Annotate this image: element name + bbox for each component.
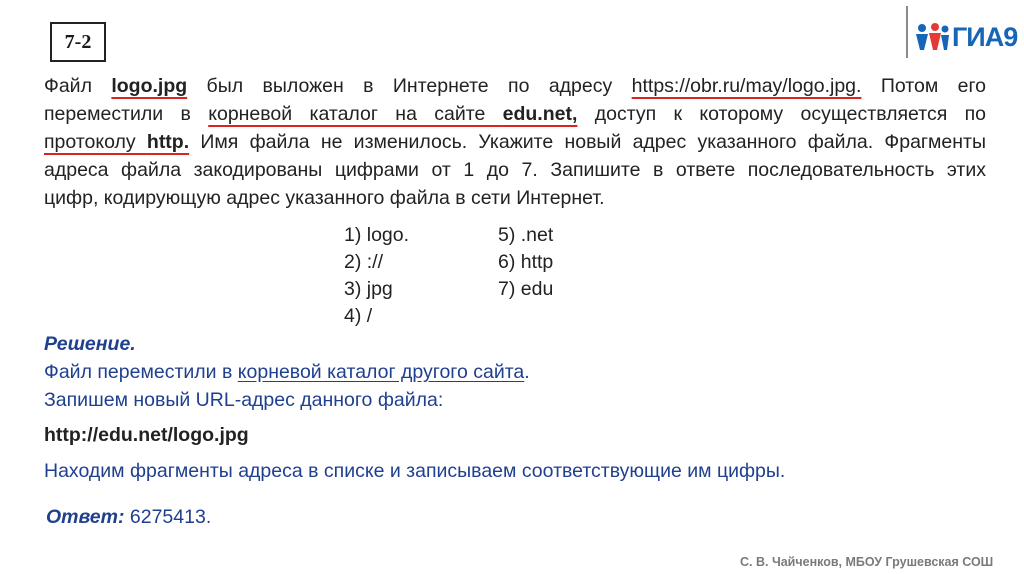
- task-line-3: протоколу http. Имя файла не изменилось. Укажите новый адрес указанного файла. Фрагменты: [44, 131, 986, 153]
- gia9-logo-figures-icon: [914, 22, 950, 52]
- task-line-2: переместили в корневой каталог на сайте edu.net, доступ к которому осуществляется по: [44, 103, 986, 125]
- option-3: 3) jpg: [344, 278, 393, 300]
- root-directory-other-site: корневой каталог другого сайта: [237, 361, 525, 383]
- solution-line-3: Находим фрагменты адреса в списке и записываем соответствующие им цифры.: [44, 460, 786, 482]
- header-divider: [906, 6, 908, 58]
- option-2: 2) ://: [344, 251, 384, 273]
- answer: [46, 506, 211, 529]
- option-5: 5) .net: [498, 224, 554, 246]
- option-6: 6) http: [498, 251, 554, 273]
- answer-label: Ответ:: [46, 506, 125, 528]
- task-number-badge: [50, 22, 106, 62]
- option-1: 1) logo.: [344, 224, 410, 246]
- gia9-logo: [914, 20, 1017, 54]
- root-directory-phrase: корневой каталог на сайте edu.net,: [208, 103, 578, 125]
- task-line-4: адреса файла закодированы цифрами от 1 до 7. Запишите в ответе последовательность этих: [44, 159, 986, 181]
- answer-value: 6275413.: [124, 506, 212, 528]
- file-name: logo.jpg: [111, 75, 188, 97]
- gia9-logo-text: ГИА9: [952, 21, 1018, 52]
- author-credit: С. В. Чайченков, МБОУ Грушевская СОШ: [740, 555, 994, 569]
- task-line-1: Файл logo.jpg был выложен в Интернете по адресу https://obr.ru/may/logo.jpg. Потом его: [44, 75, 986, 97]
- old-url: https://obr.ru/may/logo.jpg.: [631, 75, 862, 97]
- new-url: http://edu.net/logo.jpg: [44, 424, 249, 446]
- task-text: [44, 72, 986, 212]
- option-4: 4) /: [344, 305, 373, 327]
- solution-line-1: Файл переместили в корневой каталог другого сайта.: [44, 361, 530, 383]
- task-line-5: цифр, кодирующую адрес указанного файла в сети Интернет.: [44, 187, 605, 209]
- solution-title: Решение.: [44, 333, 136, 355]
- task-number: 7-2: [64, 30, 92, 53]
- option-7: 7) edu: [498, 278, 554, 300]
- solution-line-2: Запишем новый URL-адрес данного файла:: [44, 389, 444, 411]
- protocol-phrase: протоколу http.: [44, 131, 190, 153]
